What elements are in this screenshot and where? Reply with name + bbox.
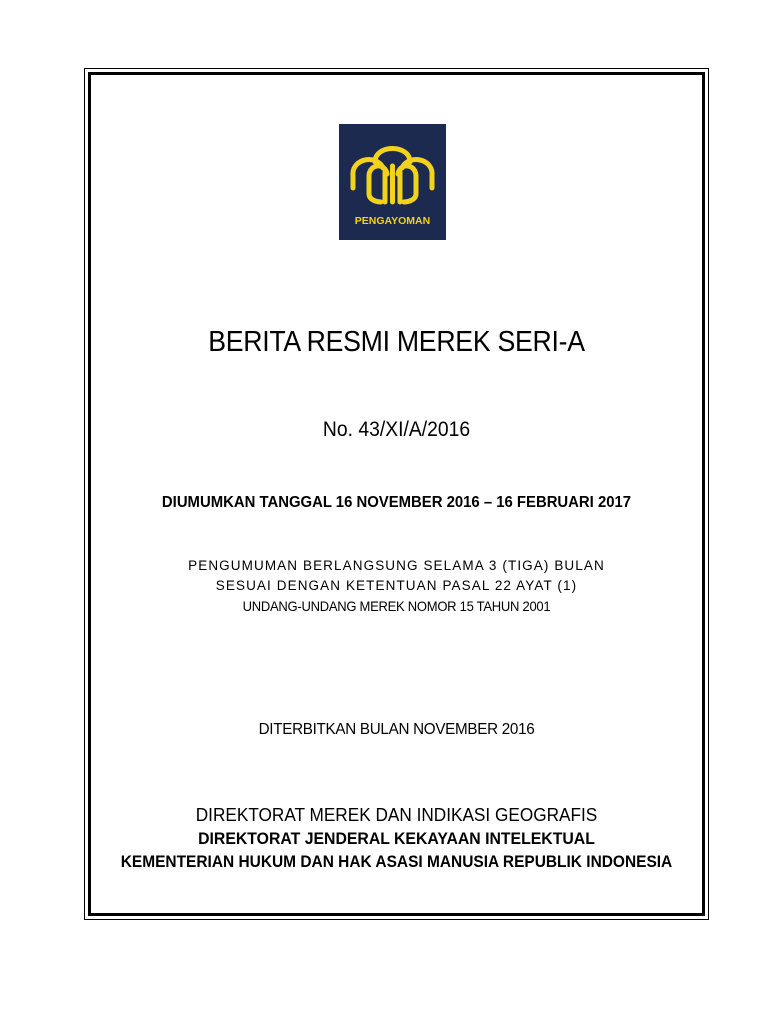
announcement-period: DIUMUMKAN TANGGAL 16 NOVEMBER 2016 – 16 FEBRUARI 2017	[161, 494, 632, 511]
document-title: BERITA RESMI MEREK SERI-A	[208, 326, 585, 358]
notice-line-1: PENGUMUMAN BERLANGSUNG SELAMA 3 (TIGA) BULAN	[188, 558, 605, 573]
pengayoman-logo	[339, 124, 446, 240]
pengayoman-tree-icon	[339, 124, 446, 240]
notice-line-2: SESUAI DENGAN KETENTUAN PASAL 22 AYAT (1)	[215, 578, 578, 593]
issuer-directorate-general: DIREKTORAT JENDERAL KEKAYAAN INTELEKTUAL	[198, 829, 595, 848]
document-number: No. 43/XI/A/2016	[322, 418, 471, 441]
issuer-ministry: KEMENTERIAN HUKUM DAN HAK ASASI MANUSIA REPUBLIK INDONESIA	[120, 852, 673, 871]
published-date: DITERBITKAN BULAN NOVEMBER 2016	[258, 721, 535, 738]
logo-text: PENGAYOMAN	[354, 215, 431, 227]
notice-line-3: UNDANG-UNDANG MEREK NOMOR 15 TAHUN 2001	[242, 598, 551, 614]
issuer-directorate: DIREKTORAT MEREK DAN INDIKASI GEOGRAFIS	[195, 804, 598, 825]
